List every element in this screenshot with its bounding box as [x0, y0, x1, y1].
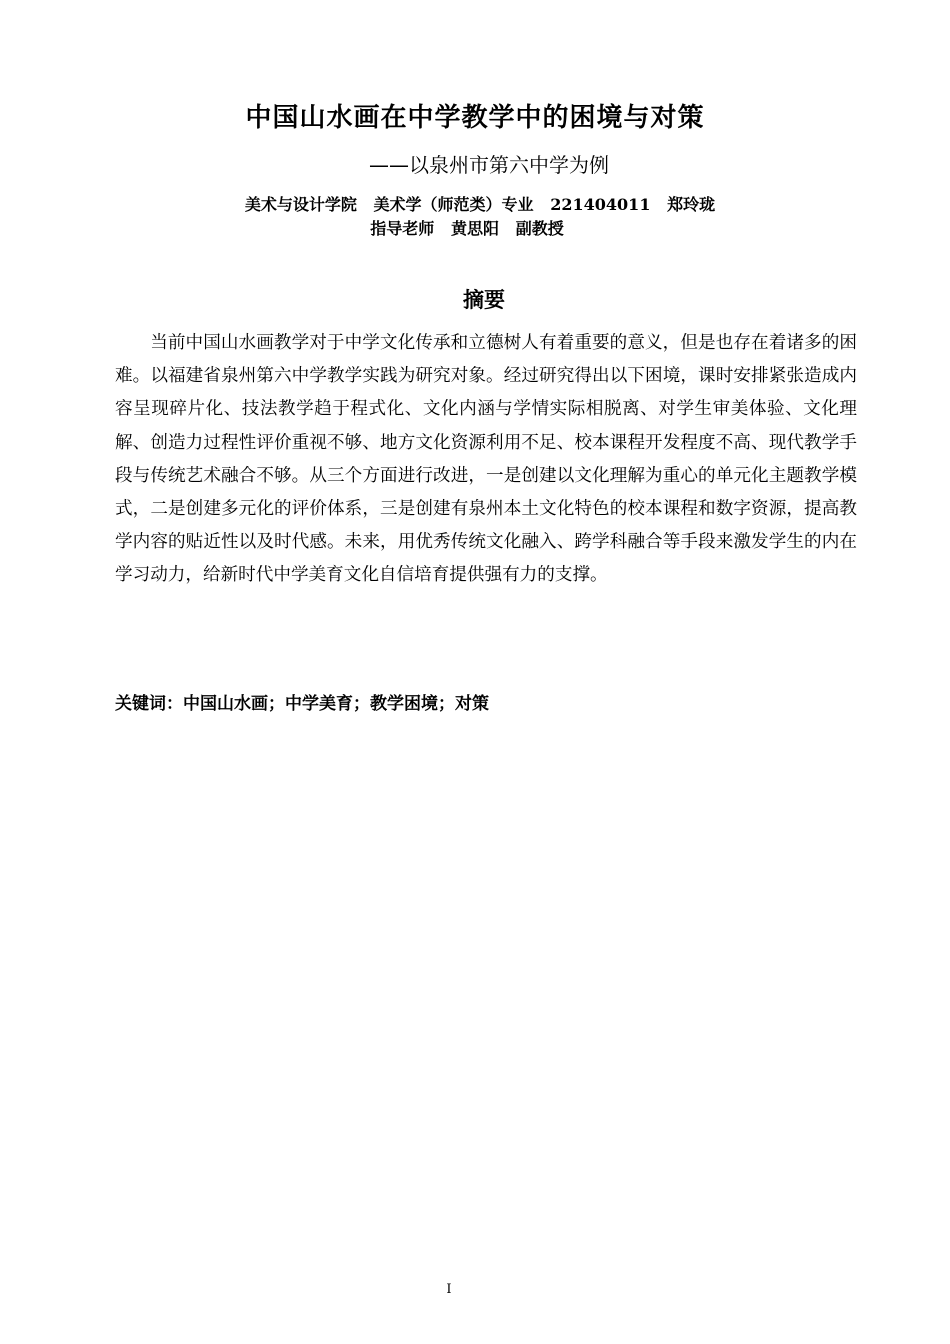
page-title: 中国山水画在中学教学中的困境与对策 — [245, 103, 705, 133]
keywords-line: 关键词：中国山水画；中学美育；教学困境；对策 — [115, 694, 489, 714]
page-subtitle: ——以泉州市第六中学为例 — [369, 153, 609, 177]
page-number: I — [446, 1282, 452, 1297]
advisor-line: 指导老师 黄思阳 副教授 — [370, 219, 564, 238]
abstract-body: 当前中国山水画教学对于中学文化传承和立德树人有着重要的意义，但是也存在着诸多的困难。以福建省泉州第六中学教学实践为研究对象。经过研究得出以下困境，课时安排紧张造成内容呈现碎片化、技法教学趋于程式化、文化内涵与学情实际相脱离、对学生审美体验、文化理解、创造力过程性评价重视不够、地方文化资源利用不足、校本课程开发程度不高、现代教学手段与传统艺术融合不够。从三个方面进行改进，一是创建以文化理解为重心的单元化主题教学模式，二是创建多元化的评价体系，三是创建有泉州本土文化特色的校本课程和数字资源，提高教学内容的贴近性以及时代感。未来，用优秀传统文化融入、跨学科融合等手段来激发学生的内在学习动力，给新时代中学美育文化自信培育提供强有力的支撑。 — [115, 333, 857, 586]
abstract-heading: 摘要 — [463, 288, 505, 312]
author-line: 美术与设计学院 美术学（师范类）专业 221404011 郑玲珑 — [244, 195, 716, 214]
